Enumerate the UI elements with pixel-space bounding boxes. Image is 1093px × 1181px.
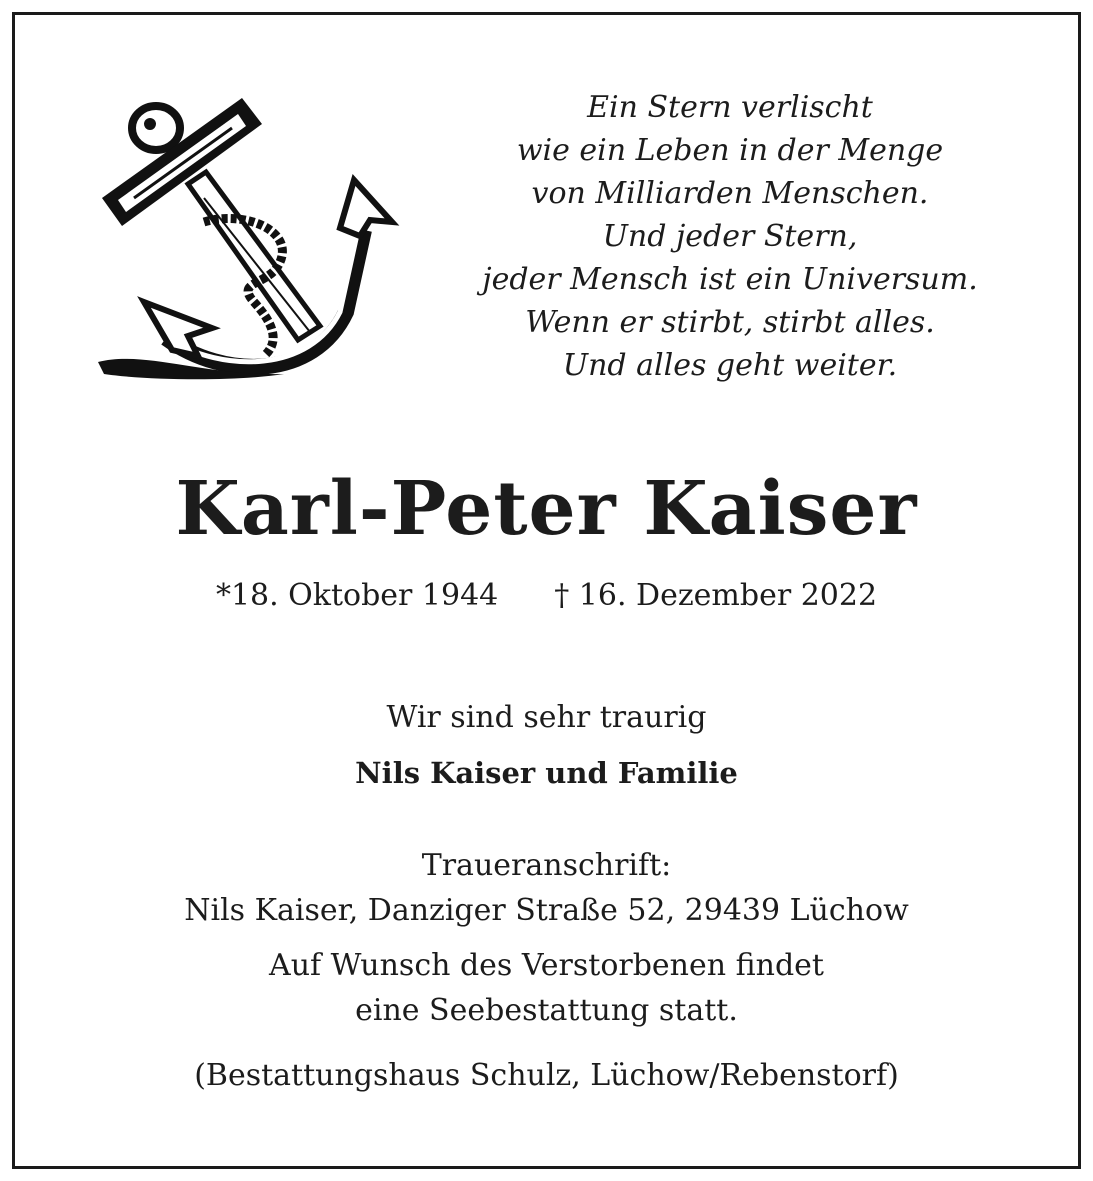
funeral-home: (Bestattungshaus Schulz, Lüchow/Rebenstorf)	[194, 1058, 899, 1093]
poem	[440, 86, 1020, 387]
poem-line: wie ein Leben in der Menge	[516, 133, 944, 168]
address-label: Traueranschrift:	[421, 848, 672, 883]
address-value: Nils Kaiser, Danziger Straße 52, 29439 Lüchow	[184, 893, 909, 928]
anchor-icon	[84, 80, 404, 390]
mourning-intro: Wir sind sehr traurig	[386, 700, 707, 735]
deceased-name: Karl-Peter Kaiser	[175, 466, 918, 552]
birth-date: *18. Oktober 1944	[215, 578, 499, 613]
mourner-names: Nils Kaiser und Familie	[355, 756, 738, 790]
poem-line: von Milliarden Menschen.	[531, 176, 929, 211]
burial-note-line: eine Seebestattung statt.	[355, 993, 738, 1028]
poem-line: Ein Stern verlischt	[587, 90, 873, 125]
poem-line: Wenn er stirbt, stirbt alles.	[525, 305, 935, 340]
poem-line: Und jeder Stern,	[602, 219, 858, 254]
poem-line: jeder Mensch ist ein Universum.	[482, 262, 978, 297]
burial-note-line: Auf Wunsch des Verstorbenen findet	[269, 948, 824, 983]
poem-line: Und alles geht weiter.	[562, 348, 898, 383]
death-date: † 16. Dezember 2022	[554, 578, 878, 613]
life-dates	[0, 578, 1093, 613]
